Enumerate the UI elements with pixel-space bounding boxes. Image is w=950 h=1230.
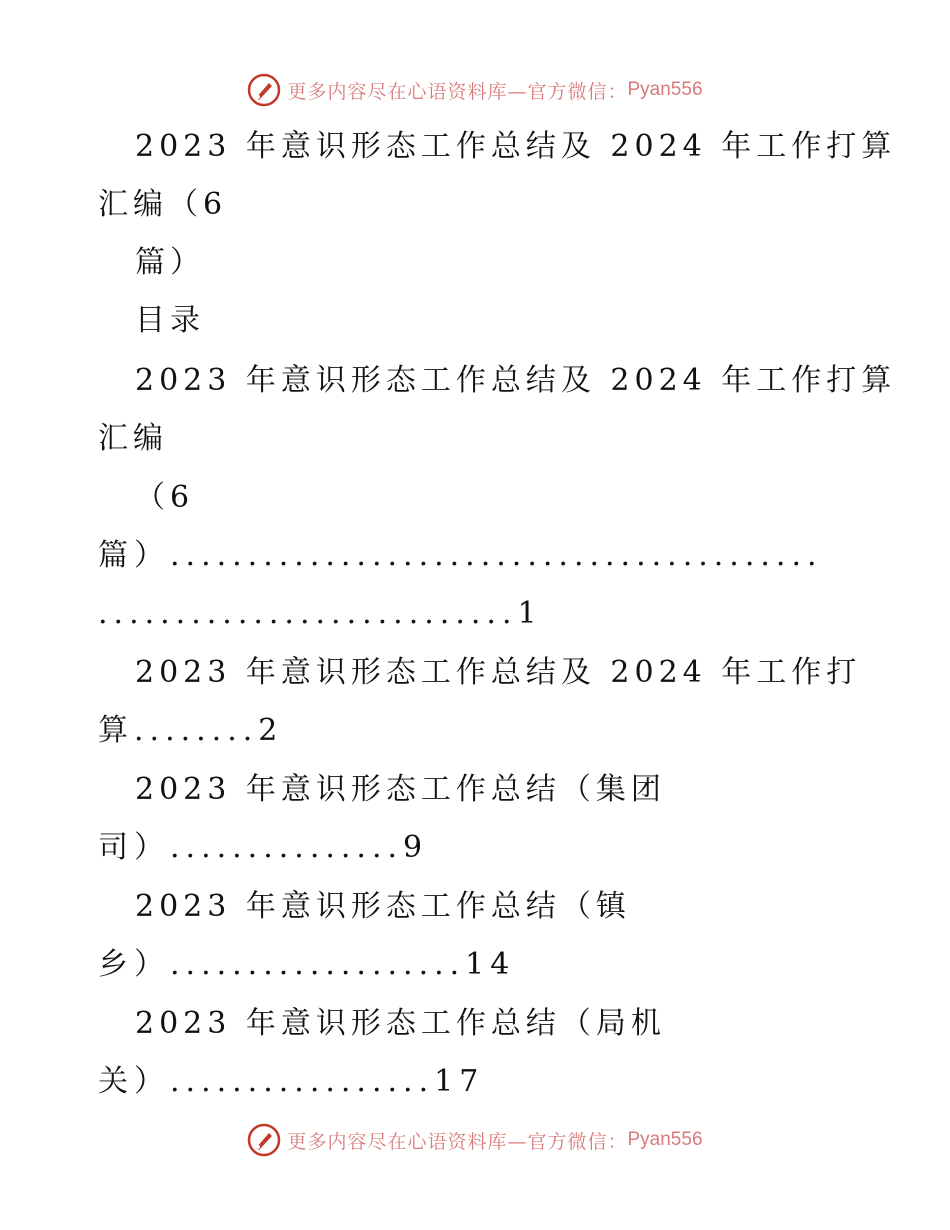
toc-entry-title: 2023 年意识形态工作总结（集团 [135,772,666,807]
doc-title-line-2: 汇编（6 [98,187,228,222]
toc-entry-page: 乡）...................14 [98,947,516,982]
toc-entry-title: 汇编 [98,421,168,456]
toc-entry-page: 司）...............9 [98,830,429,865]
toc-entry-leader: 篇）.......................................... [98,538,823,573]
toc-entry-page: ...........................1 [98,596,543,631]
toc-entry-title: 2023 年意识形态工作总结及 2024 年工作打算 [135,363,897,398]
toc-heading: 目录 [135,303,205,338]
toc-entry-page: 算........2 [98,713,284,748]
toc-entry-title: 2023 年意识形态工作总结（镇 [135,889,631,924]
pen-logo-icon [247,1123,281,1157]
doc-title-line-3: 篇） [135,245,205,280]
toc-entry-page: 关）.................17 [98,1064,485,1099]
doc-title-line-1: 2023 年意识形态工作总结及 2024 年工作打算 [135,129,897,164]
footer-banner [0,1120,950,1160]
banner-text: 更多内容尽在心语资料库—官方微信： [287,1130,628,1153]
toc-entry-title: （6 [135,480,195,515]
toc-entry-title: 2023 年意识形态工作总结（局机 [135,1006,666,1041]
banner-text: 更多内容尽在心语资料库—官方微信： [287,80,628,103]
banner-wechat-id: Pyan556 [627,79,703,100]
header-banner [0,70,950,110]
banner-wechat-id: Pyan556 [627,1129,703,1150]
toc-entry-title: 2023 年意识形态工作总结及 2024 年工作打 [135,655,862,690]
pen-logo-icon [247,73,281,107]
